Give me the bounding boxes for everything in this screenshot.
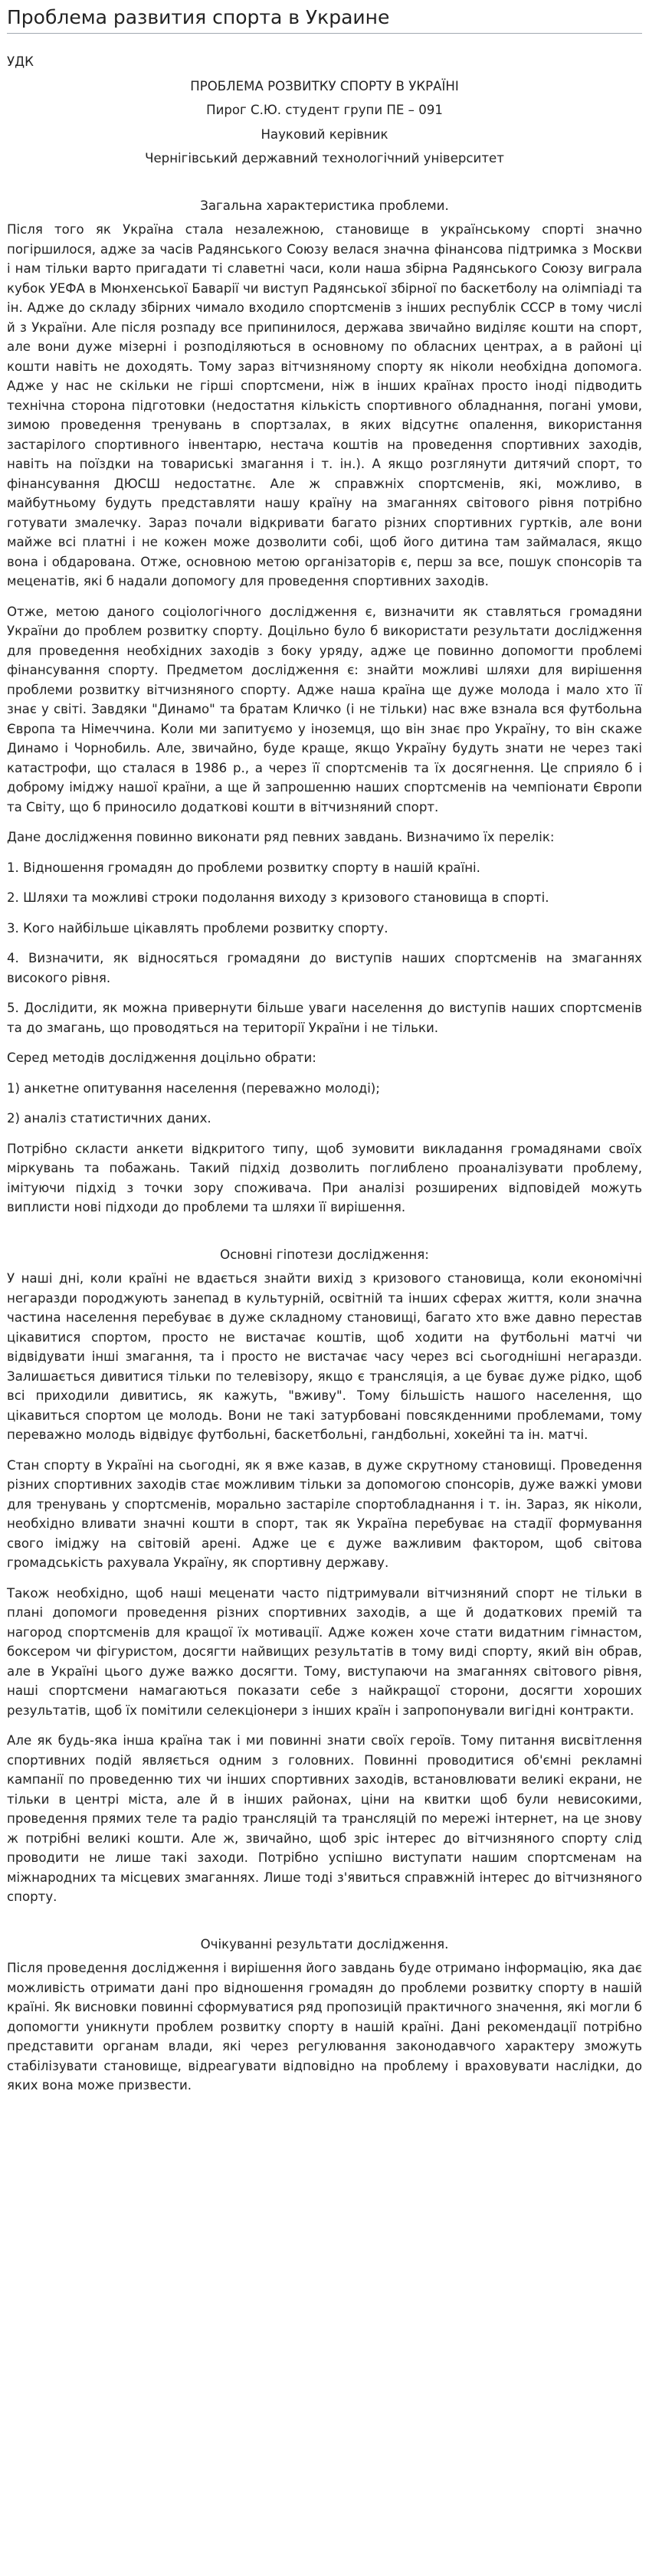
udk-label: УДК xyxy=(7,54,34,69)
method-item: 2) аналіз статистичних даних. xyxy=(7,1111,211,1126)
university-line: Чернігівський державний технологічний університет xyxy=(145,151,504,166)
page-title: Проблема развития спорта в Украине xyxy=(7,6,390,28)
method-item: 1) анкетне опитування населення (переважно молоді); xyxy=(7,1080,380,1096)
paragraph: Також необхідно, щоб наші меценати часто підтримували вітчизняний спорт не тільки в плані допомоги проведення різних спортивних заходів, а ще й додаткових премій та нагород спортсменів для кращої їх мотивації. Адже кожен хоче стати видатним гімнастом, боксером чи фігуристом, досягти найвищих результатів в тому виді спорту, який він обрав, але в Україні цього дуже важко досягти. Тому, виступаючи на змаганнях світового рівня, наші спортсмени намагаються показати себе з найкращої сторони, досягти хороших результатів, щоб їх помітили селекціонери з інших країн і запропонували вигідні контракти. xyxy=(7,1585,642,1718)
author-line: Пирог С.Ю. студент групи ПЕ – 091 xyxy=(206,103,443,117)
task-item: 2. Шляхи та можливі строки подолання виходу з кризового становища в спорті. xyxy=(7,890,549,905)
paragraph: Потрібно скласти анкети відкритого типу, щоб зумовити викладання громадянами своїх міркувань та побажань. Такий підхід дозволить поглиблено проаналізувати проблему, імітуючи підхід з точки зору споживача. При аналізі розширених відповідей можуть виплисти нові підходи до проблеми та шляхи її вирішення. xyxy=(7,1141,642,1214)
paragraph: У наші дні, коли країні не вдається знайти вихід з кризового становища, коли економічні негаразди породжують занепад в культурній, освітній та інших сферах життя, коли значна частина населення перебуває в дуже складному становищі, багато хто вже давно перестав цікавитися спортом, просто не вистачає коштів, щоб ходити на футбольні матчі чи відвідувати інші змагання, та і просто не вистачає часу через всі сьогоднішні негаразди. Залишається дивитися тільки по телевізору, якщо є трансляція, а це буває дуже рідко, щоб всі приходили дивитись, як кажуть, "вживу". Тому більшість нашого населення, що цікавиться спортом це молодь. Вони не такі затурбовані повсякденними проблемами, тому переважно молодь відвідує футбольні, баскетбольні, гандбольні, хокейні та ін. матчі. xyxy=(7,1271,642,1442)
section-heading-general: Загальна характеристика проблеми. xyxy=(200,198,449,213)
section-heading-hypotheses: Основні гіпотези дослідження: xyxy=(220,1247,429,1262)
supervisor-line: Науковий керівник xyxy=(261,126,388,142)
paragraph: Але як будь-яка інша країна так і ми повинні знати своїх героїв. Тому питання висвітлення спортивних подій являється одним з головних. Повинні проводитися об'ємні рекламні кампанії по проведенню тих чи інших спортивних заходів, встановлювати великі екрани, не тільки в центрі міста, але й в інших районах, ціни на квитки щоб були невисокими, проведення прямих теле та радіо трансляцій та трансляцій по мережі інтернет, на це знову ж потрібні великі кошти. Але ж, звичайно, щоб зріс інтерес до вітчизняного спорту слід проводити не лише такі заходи. Потрібно успішно виступати нашим спортсменам на міжнародних та місцевих змаганнях. Лише тоді з'явиться справжній інтерес до вітчизняного спорту. xyxy=(7,1733,642,1904)
task-item: 5. Дослідити, як можна привернути більше уваги населення до виступів наших спортсменів та до змагань, що проводяться на території України і не тільки. xyxy=(7,1001,642,1035)
title-divider xyxy=(7,33,642,34)
task-item: 1. Відношення громадян до проблеми розвитку спорту в нашій країні. xyxy=(7,860,480,875)
task-item: 3. Кого найбільше цікавлять проблеми розвитку спорту. xyxy=(7,920,388,936)
paragraph: Дане дослідження повинно виконати ряд певних завдань. Визначимо їх перелік: xyxy=(7,830,555,844)
paragraph: Стан спорту в Україні на сьогодні, як я вже казав, в дуже скрутному становищі. Проведення різних спортивних заходів стає можливим тільки за допомогою спонсорів, дуже важкі умови для тренувань у спортсменів, морально застаріле спортобладнання і т. ін. Зараз, як ніколи, необхідно вливати значні кошти в спорт, так як Україна перебуває на стадії формування свого іміджу на світовій арені. Адже це є дуже важливим фактором, щоб світова громадськість рахувала Україну, як спортивну державу. xyxy=(7,1457,642,1570)
paragraph: Після того як Україна стала незалежною, становище в українському спорті значно погіршилося, адже за часів Радянського Союзу велася значна фінансова підтримка з Москви і нам тільки варто пригадати ті славетні часи, коли наша збірна Радянського Союзу виграла кубок УЕФА в Мюнхенської Баварії чи виступ Радянської збірної по баскетболу на олімпіаді та ін. Адже до складу збірних чимало входило спортсменів з інших республік СССР в тому числі й з України. Але після розпаду все припинилося, держава звичайно виділяє кошти на спорт, але вони дуже мізерні і розподіляються в основному по обласних центрах, а в районі ці кошти навіть не доходять. Тому зараз вітчизняному спорту як ніколи необхідна допомога. Адже у нас не скільки не гірші спортсмени, ніж в інших країнах просто іноді підводить технічна сторона підготовки (недостатня кількість спортивного обладнання, погані умови, зимою проведення тренувань в спортзалах, в яких відсутнє опалення, використання застарілого спортивного інвентарю, нестача коштів на проведення спортивних заходів, навіть на поїздки на товариські змагання і т. ін.). А якщо розглянути дитячий спорт, то фінансування ДЮСШ недостатнє. Але ж справжніх спортсменів, які, можливо, в майбутньому будуть представляти нашу країну на змаганнях світового рівня потрібно готувати змалечку. Зараз почали відкривати багато різних спортивних гуртків, але вони майже всі платні і не кожен може дозволити собі, щоб його дитина там займалася, якщо вона і обдарована. Отже, основною метою організаторів є, перш за все, пошук спонсорів та меценатів, які б надали допомогу для проведення спортивних заходів. xyxy=(7,222,642,588)
paragraph: Після проведення дослідження і вирішення його завдань буде отримано інформацію, яка дає можливість отримати дані про відношення громадян до проблеми розвитку спорту в нашій країні. Як висновки повинні сформуватися ряд пропозицій практичного значення, які могли б допомогти уникнути проблем розвитку спорту в нашій країні. Дані рекомендації потрібно представити органам влади, які через регулювання законодавчого характеру зможуть стабілізувати становище, відреагувати відповідно на проблему і враховувати наслідки, до яких вона може призвести. xyxy=(7,1961,642,2093)
task-item: 4. Визначити, як відносяться громадяни до виступів наших спортсменів на змаганнях високого рівня. xyxy=(7,951,642,985)
paragraph: Отже, метою даного соціологічного дослідження є, визначити як ставляться громадяни України до проблем розвитку спорту. Доцільно було б використати результати дослідження для проведення необхідних заходів з боку уряду, адже це повинно допомогти проблемі фінансування спорту. Предметом дослідження є: знайти можливі шляхи для вирішення проблеми розвитку вітчизняного спорту. Адже наша країна ще дуже молода і мало хто її знає у світі. Завдяки "Динамо" та братам Кличко (і не тільки) нас вже взнала вся футбольна Європа та Німеччина. Коли ми запитуємо у іноземця, що він знає про Україну, то він скаже Динамо і Чорнобиль. Але, звичайно, буде краще, якщо Україну будуть знати не через такі катастрофи, що сталася в 1986 р., а через її спортсменів та їх досягнення. Це сприяло б і доброму іміджу нашої країни, а ще й запрошенню наших спортсменів на чемпіонати Європи та Світу, що б приносило додаткові кошти в вітчизняний спорт. xyxy=(7,604,642,814)
article-heading: ПРОБЛЕМА РОЗВИТКУ СПОРТУ В УКРАЇНІ xyxy=(190,78,459,93)
methods-intro: Серед методів дослідження доцільно обрати: xyxy=(7,1050,316,1065)
section-heading-results: Очікуванні результати дослідження. xyxy=(200,1936,449,1952)
